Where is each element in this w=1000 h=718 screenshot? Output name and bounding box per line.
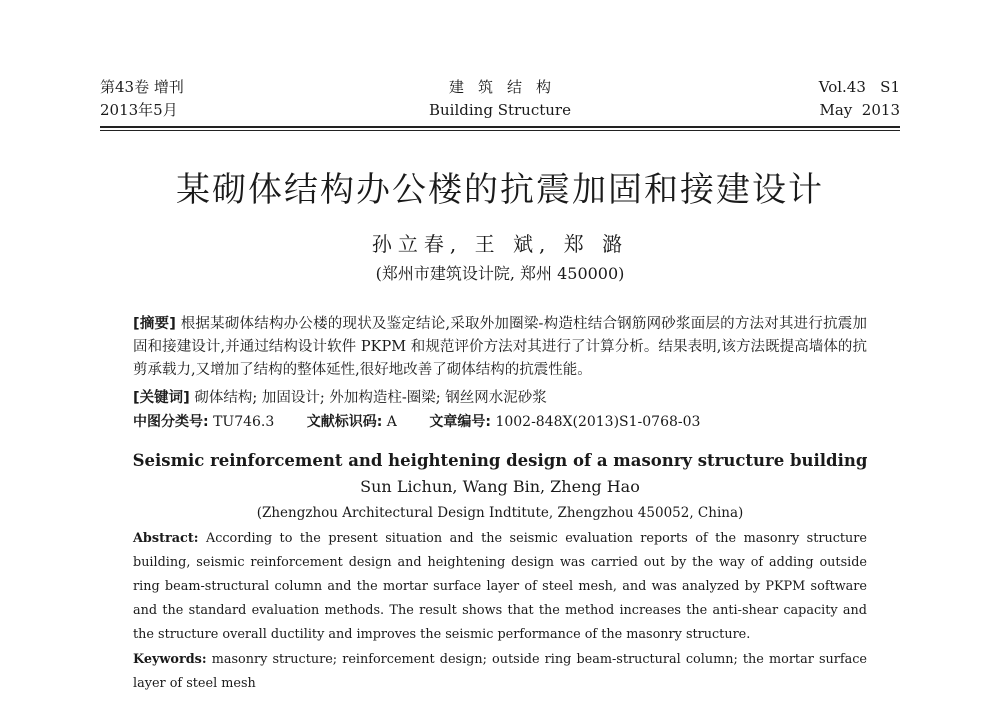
- abstract-label-cn: [摘要]: [133, 316, 176, 332]
- doc-code-label: 文献标识码:: [306, 414, 383, 430]
- abstract-text-cn: 根据某砌体结构办公楼的现状及鉴定结论,采取外加圈梁-构造柱结合钢筋网砂浆面层的方法对其进行抗震加固和接建设计,并通过结构设计软件 PKPM 和规范评价方法对其进行了计算分析。结果表明,该方法既提高墙体的抗剪承载力,又增加了结构的整体延性,很好地改善了砌体结构的抗震性能。: [133, 316, 868, 378]
- paper-title-cn: 某砌体结构办公楼的抗震加固和接建设计: [176, 170, 824, 210]
- issue-cn: 第43卷 增刊: [100, 78, 184, 96]
- article-no-value: 1002-848X(2013)S1-0768-03: [495, 414, 701, 430]
- keywords-text-cn: 砌体结构; 加固设计; 外加构造柱-圈梁; 钢丝网水泥砂浆: [194, 390, 547, 406]
- header-center: [100, 76, 900, 122]
- keywords-label-cn: [关键词]: [133, 390, 190, 406]
- affiliation-en: (Zhengzhou Architectural Design Indtitute, Zhengzhou 450052, China): [256, 505, 744, 521]
- keywords-cn: [133, 386, 547, 407]
- header-rule-thin: [100, 130, 900, 131]
- classification-line: [133, 411, 728, 431]
- paper-title-en: Seismic reinforcement and heightening design of a masonry structure building: [132, 451, 868, 470]
- keywords-en: [133, 648, 867, 696]
- header-right: [819, 76, 900, 122]
- keywords-text-en: masonry structure; reinforcement design; outside ring beam-structural column; the mortar surface layer of steel mesh: [133, 652, 867, 691]
- running-header: [100, 76, 900, 122]
- article-no-label: 文章编号:: [429, 414, 491, 430]
- keywords-label-en: Keywords:: [133, 652, 207, 667]
- date-cn: 2013年5月: [100, 101, 178, 119]
- abstract-cn: [133, 313, 867, 382]
- date-en: May 2013: [819, 101, 900, 119]
- header-rule-thick: [100, 126, 900, 128]
- volume: Vol.43 S1: [818, 78, 900, 96]
- journal-name-cn: 建筑结构: [448, 78, 565, 96]
- doc-code-value: A: [386, 414, 397, 430]
- clc-label: 中图分类号:: [133, 414, 209, 430]
- abstract-en: [133, 527, 867, 647]
- authors-cn: 孙立春, 王 斌, 郑 潞: [371, 232, 629, 256]
- authors-en: Sun Lichun, Wang Bin, Zheng Hao: [360, 477, 640, 496]
- journal-name-en: Building Structure: [429, 101, 571, 119]
- affiliation-cn: (郑州市建筑设计院, 郑州 450000): [375, 264, 625, 283]
- abstract-text-en: According to the present situation and the seismic evaluation reports of the masonry structure building, seismic reinforcement design and heightening design was carried out by the way of adding outside ring beam-structural column and the mortar surface layer of steel mesh, and was analyzed by PKPM software and the standard evaluation methods. The result shows that the method increases the anti-shear capacity and the structure overall ductility and improves the seismic performance of the masonry structure.: [133, 531, 867, 642]
- abstract-label-en: Abstract:: [133, 531, 199, 546]
- clc-value: TU746.3: [213, 414, 275, 430]
